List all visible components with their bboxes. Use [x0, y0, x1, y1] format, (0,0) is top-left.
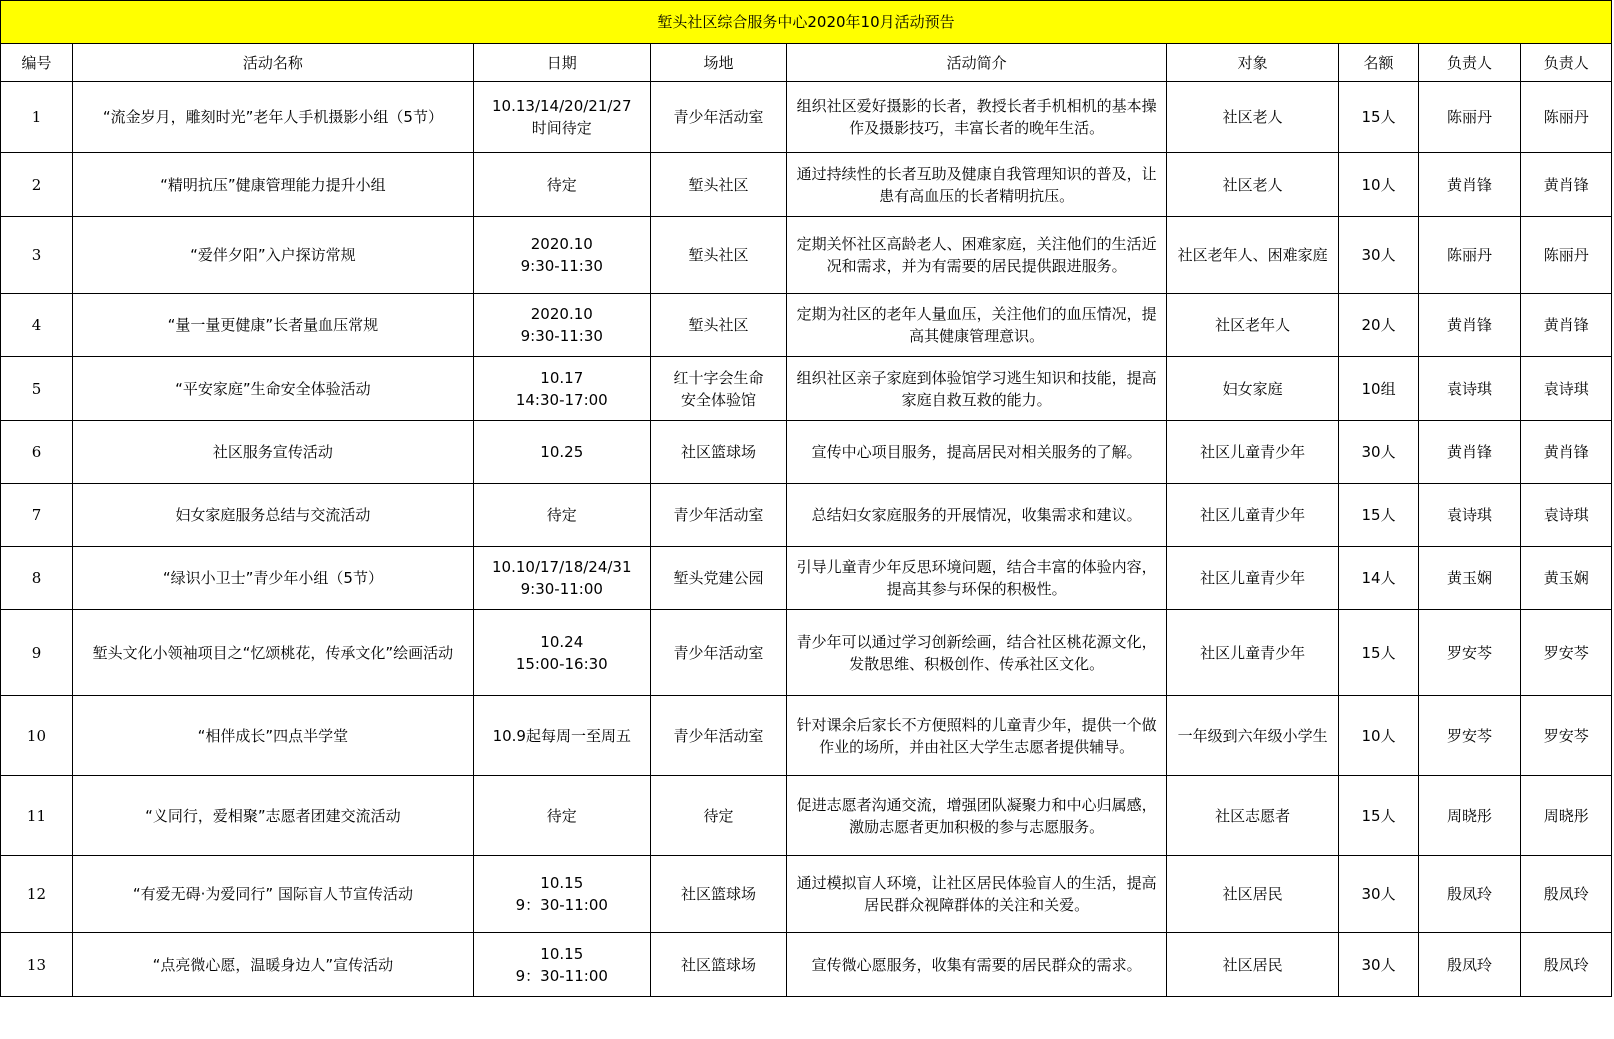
- cell-date: 10.15 9：30-11:00: [473, 933, 650, 997]
- cell-venue: 青少年活动室: [650, 484, 787, 547]
- cell-target: 一年级到六年级小学生: [1166, 696, 1339, 776]
- cell-target: 妇女家庭: [1166, 357, 1339, 421]
- cell-date: 2020.10 9:30-11:30: [473, 294, 650, 357]
- cell-activity-name: “量一量更健康”长者量血压常规: [72, 294, 473, 357]
- cell-no: 13: [1, 933, 73, 997]
- cell-quota: 15人: [1339, 82, 1418, 153]
- cell-date: 待定: [473, 484, 650, 547]
- cell-no: 3: [1, 217, 73, 294]
- cell-activity-name: “绿识小卫士”青少年小组（5节）: [72, 547, 473, 610]
- cell-no: 4: [1, 294, 73, 357]
- cell-date: 10.17 14:30-17:00: [473, 357, 650, 421]
- cell-date: 10.25: [473, 421, 650, 484]
- cell-date: 10.24 15:00-16:30: [473, 610, 650, 696]
- cell-target: 社区儿童青少年: [1166, 547, 1339, 610]
- cell-description: 通过模拟盲人环境，让社区居民体验盲人的生活，提高居民群众视障群体的关注和关爱。: [787, 856, 1166, 933]
- cell-quota: 30人: [1339, 421, 1418, 484]
- cell-no: 10: [1, 696, 73, 776]
- cell-description: 定期关怀社区高龄老人、困难家庭，关注他们的生活近况和需求，并为有需要的居民提供跟进服务。: [787, 217, 1166, 294]
- cell-lead-1: 黄肖锋: [1418, 294, 1521, 357]
- cell-lead-2: 殷凤玲: [1521, 856, 1612, 933]
- header-lead-2: 负责人: [1521, 44, 1612, 82]
- cell-date: 10.9起每周一至周五: [473, 696, 650, 776]
- cell-no: 8: [1, 547, 73, 610]
- cell-activity-name: “爱伴夕阳”入户探访常规: [72, 217, 473, 294]
- cell-quota: 15人: [1339, 776, 1418, 856]
- cell-lead-2: 陈丽丹: [1521, 82, 1612, 153]
- cell-activity-name: “点亮微心愿，温暖身边人”宣传活动: [72, 933, 473, 997]
- cell-lead-2: 袁诗琪: [1521, 484, 1612, 547]
- cell-lead-1: 罗安芩: [1418, 610, 1521, 696]
- cell-lead-1: 黄玉娴: [1418, 547, 1521, 610]
- cell-quota: 20人: [1339, 294, 1418, 357]
- cell-target: 社区儿童青少年: [1166, 421, 1339, 484]
- cell-quota: 15人: [1339, 610, 1418, 696]
- cell-lead-2: 周晓彤: [1521, 776, 1612, 856]
- cell-lead-1: 殷凤玲: [1418, 933, 1521, 997]
- cell-lead-2: 罗安芩: [1521, 610, 1612, 696]
- cell-description: 定期为社区的老年人量血压，关注他们的血压情况，提高其健康管理意识。: [787, 294, 1166, 357]
- cell-venue: 堑头社区: [650, 153, 787, 217]
- cell-no: 7: [1, 484, 73, 547]
- cell-lead-1: 袁诗琪: [1418, 357, 1521, 421]
- cell-no: 6: [1, 421, 73, 484]
- cell-activity-name: “流金岁月，雕刻时光”老年人手机摄影小组（5节）: [72, 82, 473, 153]
- cell-target: 社区居民: [1166, 933, 1339, 997]
- table-row: [1, 776, 1612, 856]
- cell-quota: 10人: [1339, 696, 1418, 776]
- cell-venue: 待定: [650, 776, 787, 856]
- cell-description: 组织社区爱好摄影的长者，教授长者手机相机的基本操作及摄影技巧，丰富长者的晚年生活。: [787, 82, 1166, 153]
- cell-description: 通过持续性的长者互助及健康自我管理知识的普及，让患有高血压的长者精明抗压。: [787, 153, 1166, 217]
- cell-quota: 30人: [1339, 933, 1418, 997]
- table-row: [1, 484, 1612, 547]
- cell-target: 社区老年人: [1166, 294, 1339, 357]
- header-description: 活动简介: [787, 44, 1166, 82]
- cell-date: 待定: [473, 776, 650, 856]
- cell-venue: 社区篮球场: [650, 421, 787, 484]
- cell-venue: 青少年活动室: [650, 82, 787, 153]
- table-row: [1, 610, 1612, 696]
- cell-lead-2: 陈丽丹: [1521, 217, 1612, 294]
- cell-date: 10.13/14/20/21/27 时间待定: [473, 82, 650, 153]
- cell-target: 社区老人: [1166, 82, 1339, 153]
- table-row: [1, 357, 1612, 421]
- cell-lead-2: 黄玉娴: [1521, 547, 1612, 610]
- cell-quota: 30人: [1339, 217, 1418, 294]
- cell-venue: 堑头党建公园: [650, 547, 787, 610]
- header-row: [1, 44, 1612, 82]
- cell-activity-name: “有爱无碍·为爱同行” 国际盲人节宣传活动: [72, 856, 473, 933]
- cell-no: 2: [1, 153, 73, 217]
- header-lead-1: 负责人: [1418, 44, 1521, 82]
- cell-lead-2: 黄肖锋: [1521, 294, 1612, 357]
- cell-no: 5: [1, 357, 73, 421]
- header-no: 编号: [1, 44, 73, 82]
- table-row: [1, 933, 1612, 997]
- cell-lead-1: 陈丽丹: [1418, 82, 1521, 153]
- cell-quota: 30人: [1339, 856, 1418, 933]
- table-row: [1, 217, 1612, 294]
- cell-activity-name: 妇女家庭服务总结与交流活动: [72, 484, 473, 547]
- table-row: [1, 547, 1612, 610]
- cell-lead-2: 黄肖锋: [1521, 153, 1612, 217]
- cell-no: 1: [1, 82, 73, 153]
- cell-target: 社区老人: [1166, 153, 1339, 217]
- cell-description: 组织社区亲子家庭到体验馆学习逃生知识和技能，提高家庭自救互救的能力。: [787, 357, 1166, 421]
- cell-lead-2: 黄肖锋: [1521, 421, 1612, 484]
- cell-date: 10.10/17/18/24/31 9:30-11:00: [473, 547, 650, 610]
- cell-date: 10.15 9：30-11:00: [473, 856, 650, 933]
- sheet-title: 堑头社区综合服务中心2020年10月活动预告: [1, 1, 1612, 44]
- cell-venue: 红十字会生命 安全体验馆: [650, 357, 787, 421]
- cell-lead-2: 殷凤玲: [1521, 933, 1612, 997]
- cell-lead-1: 陈丽丹: [1418, 217, 1521, 294]
- cell-quota: 14人: [1339, 547, 1418, 610]
- cell-description: 促进志愿者沟通交流，增强团队凝聚力和中心归属感，激励志愿者更加积极的参与志愿服务。: [787, 776, 1166, 856]
- cell-lead-1: 黄肖锋: [1418, 421, 1521, 484]
- cell-quota: 15人: [1339, 484, 1418, 547]
- cell-activity-name: 社区服务宣传活动: [72, 421, 473, 484]
- cell-date: 2020.10 9:30-11:30: [473, 217, 650, 294]
- cell-description: 宣传中心项目服务，提高居民对相关服务的了解。: [787, 421, 1166, 484]
- cell-venue: 青少年活动室: [650, 696, 787, 776]
- cell-lead-1: 罗安芩: [1418, 696, 1521, 776]
- table-row: [1, 696, 1612, 776]
- cell-target: 社区志愿者: [1166, 776, 1339, 856]
- cell-no: 11: [1, 776, 73, 856]
- cell-no: 9: [1, 610, 73, 696]
- cell-activity-name: “平安家庭”生命安全体验活动: [72, 357, 473, 421]
- header-date: 日期: [473, 44, 650, 82]
- cell-target: 社区老年人、困难家庭: [1166, 217, 1339, 294]
- cell-venue: 青少年活动室: [650, 610, 787, 696]
- cell-target: 社区儿童青少年: [1166, 484, 1339, 547]
- cell-venue: 堑头社区: [650, 294, 787, 357]
- cell-description: 引导儿童青少年反思环境问题，结合丰富的体验内容，提高其参与环保的积极性。: [787, 547, 1166, 610]
- header-activity-name: 活动名称: [72, 44, 473, 82]
- table-row: [1, 856, 1612, 933]
- cell-venue: 社区篮球场: [650, 933, 787, 997]
- table-row: [1, 294, 1612, 357]
- cell-lead-2: 袁诗琪: [1521, 357, 1612, 421]
- cell-description: 总结妇女家庭服务的开展情况，收集需求和建议。: [787, 484, 1166, 547]
- header-venue: 场地: [650, 44, 787, 82]
- cell-venue: 堑头社区: [650, 217, 787, 294]
- cell-lead-1: 袁诗琪: [1418, 484, 1521, 547]
- cell-activity-name: “相伴成长”四点半学堂: [72, 696, 473, 776]
- cell-lead-1: 黄肖锋: [1418, 153, 1521, 217]
- cell-description: 青少年可以通过学习创新绘画，结合社区桃花源文化，发散思维、积极创作、传承社区文化。: [787, 610, 1166, 696]
- header-target: 对象: [1166, 44, 1339, 82]
- cell-quota: 10组: [1339, 357, 1418, 421]
- cell-lead-1: 周晓彤: [1418, 776, 1521, 856]
- cell-date: 待定: [473, 153, 650, 217]
- cell-activity-name: 堑头文化小领袖项目之“忆颂桃花，传承文化”绘画活动: [72, 610, 473, 696]
- table-row: [1, 153, 1612, 217]
- cell-description: 针对课余后家长不方便照料的儿童青少年，提供一个做作业的场所，并由社区大学生志愿者提供辅导。: [787, 696, 1166, 776]
- cell-venue: 社区篮球场: [650, 856, 787, 933]
- cell-quota: 10人: [1339, 153, 1418, 217]
- cell-target: 社区儿童青少年: [1166, 610, 1339, 696]
- cell-no: 12: [1, 856, 73, 933]
- cell-target: 社区居民: [1166, 856, 1339, 933]
- cell-description: 宣传微心愿服务，收集有需要的居民群众的需求。: [787, 933, 1166, 997]
- header-quota: 名额: [1339, 44, 1418, 82]
- table-row: [1, 421, 1612, 484]
- cell-lead-2: 罗安芩: [1521, 696, 1612, 776]
- cell-lead-1: 殷凤玲: [1418, 856, 1521, 933]
- cell-activity-name: “义同行，爱相聚”志愿者团建交流活动: [72, 776, 473, 856]
- cell-activity-name: “精明抗压”健康管理能力提升小组: [72, 153, 473, 217]
- table-row: [1, 82, 1612, 153]
